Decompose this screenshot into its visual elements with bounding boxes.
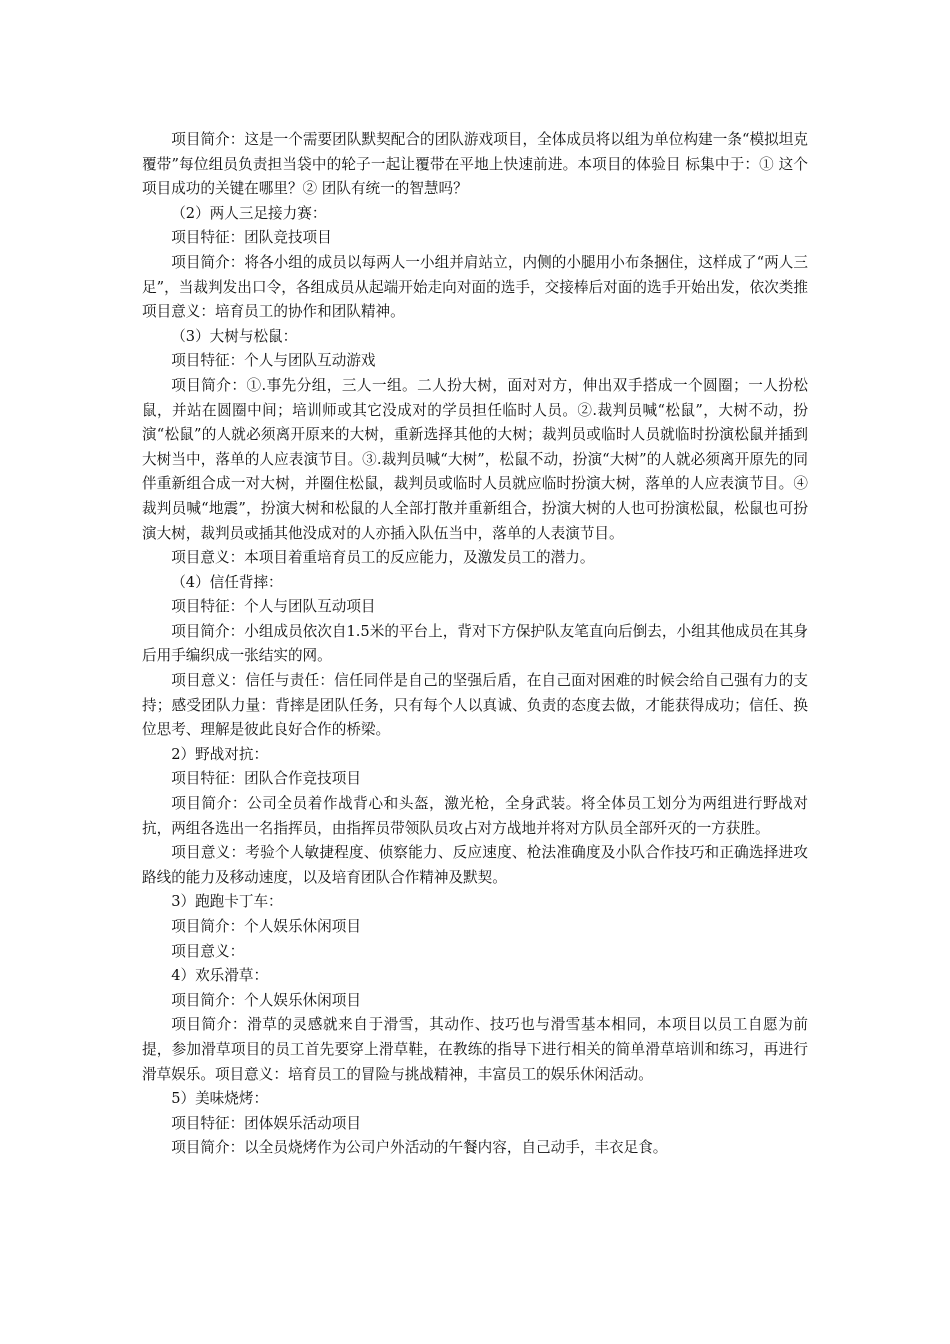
paragraph: 项目特征：团队竞技项目 [171,229,332,247]
paragraph: 项目特征：团队合作竞技项目 [171,770,361,788]
section-heading: 3）跑跑卡丁车： [171,893,283,911]
document-body [142,128,808,1161]
paragraph: 项目简介：个人娱乐休闲项目 [171,918,361,935]
paragraph: 项目意义：信任与责任：信任同伴是自己的坚强后盾，在自己面对困难的时候会给自己强有力的支持；感受团队力量：背摔是团队任务，只有每个人以真诚、负责的态度去做，才能获得成功；信任、换位思考、理解是彼此良好合作的桥梁。 [142,672,808,739]
paragraph: 项目简介：这是一个需要团队默契配合的团队游戏项目，全体成员将以组为单位构建一条“模拟坦克覆带”每位组员负责担当袋中的轮子一起让覆带在平地上快速前进。本项目的体验目 标集中于：① 这个项目成功的关键在哪里？② 团队有统一的智慧吗？ [142,131,808,198]
section-heading: 2）野战对抗： [171,745,269,763]
paragraph: 项目意义：考验个人敏捷程度、侦察能力、反应速度、枪法准确度及小队合作技巧和正确选择进攻路线的能力及移动速度，以及培育团队合作精神及默契。 [142,844,808,886]
paragraph: 项目简介：将各小组的成员以每两人一小组并肩站立，内侧的小腿用小布条捆住，这样成了“两人三足”，当裁判发出口令，各组成员从起端开始走向对面的选手，交接棒后对面的选手开始出发，依次类推项目意义：培育员工的协作和团队精神。 [142,253,808,321]
paragraph: 项目简介：①.事先分组，三人一组。二人扮大树，面对对方，伸出双手搭成一个圆圈；一人扮松鼠，并站在圆圈中间；培训师或其它没成对的学员担任临时人员。②.裁判员喊“松鼠”，大树不动，扮演“松鼠”的人就必须离开原来的大树，重新选择其他的大树；裁判员或临时人员就临时扮演松鼠并插到大树当中，落单的人应表演节目。③.裁判员喊“大树”，松鼠不动，扮演“大树”的人就必须离开原先的同伴重新组合成一对大树，并圈住松鼠，裁判员或临时人员就应临时扮演大树，落单的人应表演节目。④裁判员喊“地震”，扮演大树和松鼠的人全部打散并重新组合，扮演大树的人也可扮演松鼠，松鼠也可扮演大树，裁判员或插其他没成对的人亦插入队伍当中，落单的人表演节目。 [142,376,808,542]
paragraph: 项目简介：滑草的灵感就来自于滑雪，其动作、技巧也与滑雪基本相同，本项目以员工自愿为前提，参加滑草项目的员工首先要穿上滑草鞋，在教练的指导下进行相关的简单滑草培训和练习，再进行滑草娱乐。项目意义：培育员工的冒险与挑战精神，丰富员工的娱乐休闲活动。 [142,1016,808,1083]
paragraph: 项目简介：以全员烧烤作为公司户外活动的午餐内容，自己动手，丰衣足食。 [171,1139,668,1157]
section-heading: （4）信任背摔： [171,573,283,591]
paragraph: 项目简介：小组成员依次自1.5米的平台上，背对下方保护队友笔直向后倒去，小组其他成员在其身后用手编织成一张结实的网。 [142,622,808,665]
section-heading: 4）欢乐滑草： [171,967,269,985]
paragraph: 项目意义：本项目着重培育员工的反应能力，及激发员工的潜力。 [171,549,595,567]
paragraph: 项目简介：公司全员着作战背心和头盔，激光枪，全身武装。将全体员工划分为两组进行野战对抗，两组各选出一名指挥员，由指挥员带领队员攻占对方战地并将对方队员全部歼灭的一方获胜。 [142,795,808,837]
paragraph: 项目特征：个人与团队互动游戏 [171,352,376,370]
paragraph: 项目简介：个人娱乐休闲项目 [171,991,361,1009]
section-heading: （3）大树与松鼠： [171,327,298,345]
paragraph: 项目特征：团体娱乐活动项目 [171,1114,361,1132]
paragraph: 项目意义： [171,942,245,960]
section-heading: 5）美味烧烤： [171,1090,269,1108]
paragraph: 项目特征：个人与团队互动项目 [171,598,376,616]
section-heading: （2）两人三足接力赛： [171,204,327,222]
